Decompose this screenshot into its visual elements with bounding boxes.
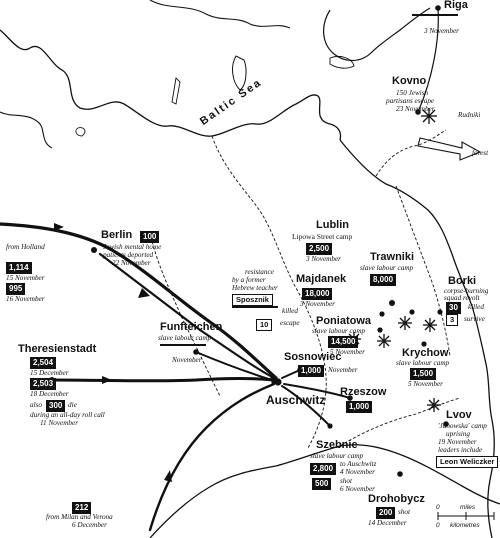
theresienstadt-figure-1: 2,504 (30, 357, 56, 369)
berlin-note-3: 22 November (112, 259, 151, 267)
island-oland (172, 78, 180, 104)
lvov-note-4: leaders include (438, 446, 483, 454)
sosnowiec-date: November (328, 366, 358, 374)
danish-coast (0, 112, 52, 148)
rzeszow-figure: 1,000 (346, 401, 372, 413)
teacher-name: Sposznik (232, 294, 273, 306)
theresienstadt-die-figure: 300 (46, 400, 65, 412)
asterisk-krychow (423, 318, 437, 332)
drohobycz-figure: 200 (376, 507, 395, 519)
lvov-note-2: uprising (446, 430, 470, 438)
theresienstadt-die: die (68, 401, 77, 409)
holland-figure-1: 1,114 (6, 262, 32, 274)
city-label-szebnie: Szebnie (316, 439, 358, 451)
lublin-camp: Lipowa Street camp (292, 232, 353, 241)
scale-bar (438, 512, 494, 520)
majdanek-date: 3 November (300, 300, 335, 308)
arrowhead-theresienstadt (102, 376, 112, 384)
city-label-berlin: Berlin (101, 229, 133, 241)
milan-note-1: from Milan and Verona (46, 513, 113, 521)
city-label-poniatowa: Poniatowa (316, 315, 372, 327)
szebnie-note-2: 4 November (340, 468, 375, 476)
dot-poniatowa (377, 327, 382, 332)
city-label-funfteichen: Funfteichen (160, 321, 223, 333)
city-label-lvov: Lvov (446, 409, 472, 421)
city-label-rzeszow: Rzeszow (340, 386, 387, 398)
route-milan-auschwitz (150, 384, 274, 530)
szebnie-note-3: shot (340, 477, 352, 485)
scale-miles-label: miles (460, 504, 476, 511)
city-label-krychow: Krychow (402, 347, 449, 359)
escape-note: escape (280, 319, 300, 327)
borki-killed-figure: 30 (446, 302, 461, 314)
szebnie-camp: slave labour camp (310, 452, 364, 460)
resistance-note-1: resistance (245, 268, 274, 276)
kovno-escape-arrow (418, 138, 480, 160)
lvov-leader-name: Leon Weliczker (436, 456, 498, 468)
funfteichen-figure (160, 344, 206, 346)
dot-auschwitz (274, 378, 281, 385)
dot-borki (437, 309, 442, 314)
majdanek-killed-note: killed (282, 307, 298, 315)
city-label-lublin: Lublin (316, 219, 349, 231)
asterisk-lvov (427, 398, 441, 412)
kovno-note-1: 150 Jewish (396, 89, 429, 97)
river-nemunas (376, 130, 446, 176)
rudniki-label: Rudniki (458, 111, 481, 119)
holland-date-2: 16 November (6, 295, 45, 303)
lvov-note-3: 19 November (438, 438, 477, 446)
holland-figure-2: 995 (6, 283, 25, 295)
borki-survive-note: survive (464, 315, 485, 323)
resistance-note-3: Hebrew teacher (232, 284, 278, 292)
krychow-camp: slave labour camp (396, 359, 450, 367)
city-label-majdanek: Majdanek (296, 273, 347, 285)
dot-lublin (389, 300, 395, 306)
dot-riga (435, 5, 441, 11)
berlin-note-1: Jewish mental home (103, 243, 162, 251)
dot-berlin (91, 247, 97, 253)
asterisk-poniatowa (377, 334, 391, 348)
trawniki-figure: 8,000 (370, 274, 396, 286)
berlin-note-2: patients deported (103, 251, 154, 259)
poniatowa-camp: slave labour camp (312, 327, 366, 335)
dot-drohobycz (397, 471, 403, 477)
holland-label: from Holland (6, 243, 45, 251)
city-label-kovno: Kovno (392, 75, 427, 87)
dot-funfteichen (193, 349, 199, 355)
eastern-frontier (340, 140, 494, 538)
theresienstadt-roll-2: 11 November (40, 419, 78, 427)
theresienstadt-roll-1: during an all-day roll call (30, 411, 105, 419)
baltic-coastline (0, 30, 341, 140)
holland-date-1: 15 November (6, 274, 45, 282)
poniatowa-figure: 14,500 (328, 336, 358, 348)
kovno-note-2: partisans escape (386, 97, 435, 105)
dot-trawniki (409, 309, 414, 314)
dot-szebnie (327, 423, 332, 428)
arrowhead-milan (164, 470, 172, 482)
city-label-sosnowiec: Sosnowiec (284, 351, 342, 363)
theresienstadt-also: also (30, 401, 42, 409)
majdanek-figure: 18,000 (302, 288, 332, 300)
poniatowa-date: 5 November (330, 348, 365, 356)
island-bornholm (76, 128, 85, 136)
asterisk-trawniki (398, 316, 412, 330)
krychow-date: 5 November (408, 380, 443, 388)
drohobycz-date: 14 December (368, 519, 407, 527)
szebnie-note-1: to Auschwitz (340, 460, 377, 468)
theresienstadt-date-2: 18 December (30, 390, 69, 398)
borki-survive-figure: 3 (446, 314, 458, 326)
escape-figure: 10 (256, 319, 272, 331)
funfteichen-camp: slave labour camp (158, 334, 212, 342)
scale-zero-miles: 0 (436, 504, 440, 511)
szebnie-note-4: 6 November (340, 485, 375, 493)
baltic-north-coast (150, 0, 290, 28)
city-label-auschwitz: Auschwitz (266, 393, 326, 407)
dot-krychow (421, 341, 426, 346)
city-label-theresienstadt: Theresienstadt (18, 343, 97, 355)
kovno-note-3: 23 November (396, 105, 435, 113)
funfteichen-date: November (172, 356, 202, 364)
city-label-drohobycz: Drohobycz (368, 493, 425, 505)
berlin-figure: 100 (140, 231, 159, 243)
river-oder (150, 232, 223, 396)
city-label-trawniki: Trawniki (370, 251, 415, 263)
milan-figure: 212 (72, 502, 91, 514)
borki-note-1: corpse-burning (444, 287, 489, 295)
dot-majdanek (379, 311, 384, 316)
milan-note-2: 6 December (72, 521, 107, 529)
theresienstadt-figure-2: 2,503 (30, 378, 56, 390)
trawniki-camp: slave labour camp (360, 264, 414, 272)
route-theresienstadt-auschwitz (52, 379, 274, 381)
lvov-note-1: 'Janowska' camp (438, 422, 487, 430)
sea-label: Baltic Sea (198, 76, 265, 128)
lublin-date: 3 November (306, 255, 341, 263)
sosnowiec-figure: 1,000 (298, 365, 324, 377)
majdanek-killed-figure (232, 306, 278, 308)
theresienstadt-date-1: 15 December (30, 369, 69, 377)
borki-note-2: squad revolt (444, 294, 480, 302)
scale-zero-km: 0 (436, 522, 440, 529)
drohobycz-shot: shot (398, 508, 410, 516)
riga-date: 3 November (424, 27, 459, 35)
borki-killed-note: killed (468, 303, 484, 311)
lublin-figure: 2,500 (306, 243, 332, 255)
resistance-note-2: by a former (232, 276, 266, 284)
szebnie-figure-2: 500 (312, 478, 331, 490)
city-label-riga: Riga (444, 0, 468, 11)
city-label-borki: Borki (448, 275, 477, 287)
forest-label: forest (472, 149, 489, 157)
riga-figure (412, 14, 458, 16)
krychow-figure: 1,500 (410, 368, 436, 380)
scale-km-label: kilometres (450, 522, 480, 529)
szebnie-figure-1: 2,800 (310, 463, 336, 475)
